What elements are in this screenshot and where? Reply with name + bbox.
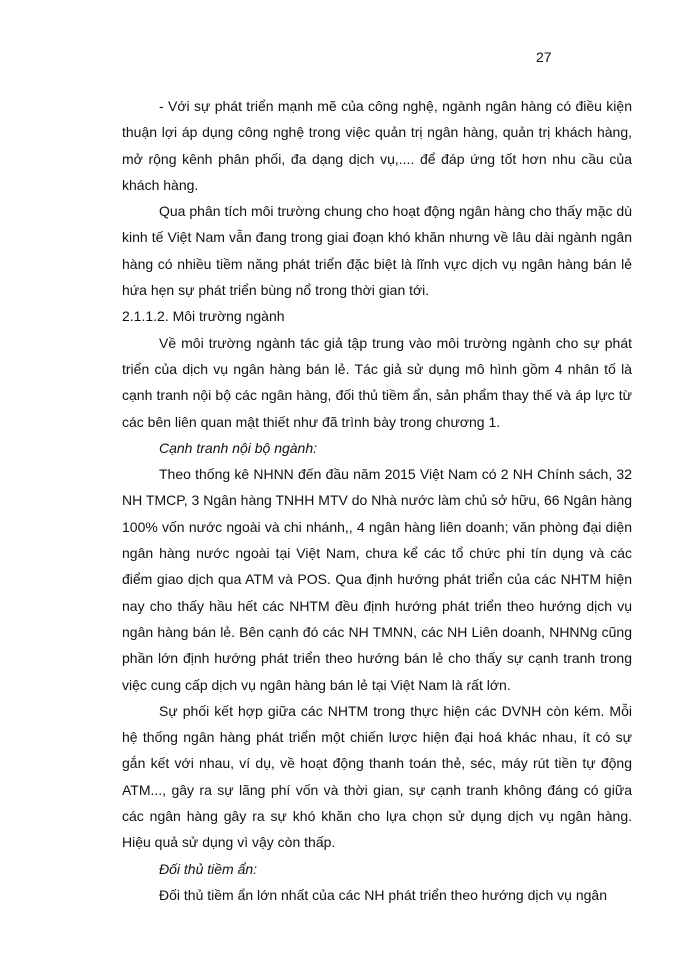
paragraph: Sự phối kết hợp giữa các NHTM trong thực hiện các DVNH còn kém. Mỗi hệ thống ngân hàng phát triển một chiến lược hiện đại hoá khác nhau, ít có sự gắn kết với nhau, ví dụ, về hoạt động thanh toán thẻ, séc, máy rút tiền tự động ATM..., gây ra sự lãng phí vốn và thời gian, sự cạnh tranh không đáng có giữa các ngân hàng gây ra sự khó khăn cho lựa chọn sử dụng dịch vụ ngân hàng. Hiệu quả sử dụng vì vậy còn thấp. bbox=[122, 702, 632, 851]
paragraph: - Với sự phát triển mạnh mẽ của công nghệ, ngành ngân hàng có điều kiện thuận lợi áp dụng công nghệ trong việc quản trị ngân hàng, quản trị khách hàng, mở rộng kênh phân phối, đa dạng dịch vụ,.... để đáp ứng tốt hơn nhu cầu của khách hàng. bbox=[122, 98, 632, 193]
subheading: Đối thủ tiềm ẩn: bbox=[159, 860, 258, 877]
paragraph: Đối thủ tiềm ẩn lớn nhất của các NH phát triển theo hướng dịch vụ ngân bbox=[159, 886, 607, 903]
paragraph: Qua phân tích môi trường chung cho hoạt động ngân hàng cho thấy mặc dù kinh tế Việt Nam vẫn đang trong giai đoạn khó khăn nhưng về lâu dài ngành ngân hàng có nhiều tiềm năng phát triển đặc biệt là lĩnh vực dịch vụ ngân hàng bán lẻ hứa hẹn sự phát triển bùng nổ trong thời gian tới. bbox=[122, 203, 632, 299]
paragraph: Theo thống kê NHNN đến đầu năm 2015 Việt Nam có 2 NH Chính sách, 32 NH TMCP, 3 Ngân hàng TNHH MTV do Nhà nước làm chủ sở hữu, 66 Ngân hàng 100% vốn nước ngoài và chi nhánh,, 4 ngân hàng liên doanh; văn phòng đại diện ngân hàng nước ngoài tại Việt Nam, chưa kể các tổ chức phi tín dụng và các điểm giao dịch qua ATM và POS. Qua định hướng phát triển của các NHTM hiện nay cho thấy hầu hết các NHTM đều định hướng phát triển theo hướng dịch vụ ngân hàng bán lẻ. Bên cạnh đó các NH TMNN, các NH Liên doanh, NHNNg cũng phần lớn định hướng phát triển theo hướng bán lẻ cho thấy sự cạnh tranh trong việc cung cấp dịch vụ ngân hàng bán lẻ tại Việt Nam là rất lớn. bbox=[122, 466, 632, 693]
page-number: 27 bbox=[536, 49, 552, 65]
section-heading: 2.1.1.2. Môi trường ngành bbox=[122, 308, 285, 325]
document-body bbox=[122, 93, 632, 908]
paragraph: Về môi trường ngành tác giả tập trung vào môi trường ngành cho sự phát triển của dịch vụ ngân hàng bán lẻ. Tác giả sử dụng mô hình gồm 4 nhân tố là cạnh tranh nội bộ các ngân hàng, đối thủ tiềm ẩn, sản phẩm thay thế và áp lực từ các bên liên quan mật thiết như đã trình bày trong chương 1. bbox=[122, 334, 632, 430]
subheading: Cạnh tranh nội bộ ngành: bbox=[159, 439, 318, 456]
